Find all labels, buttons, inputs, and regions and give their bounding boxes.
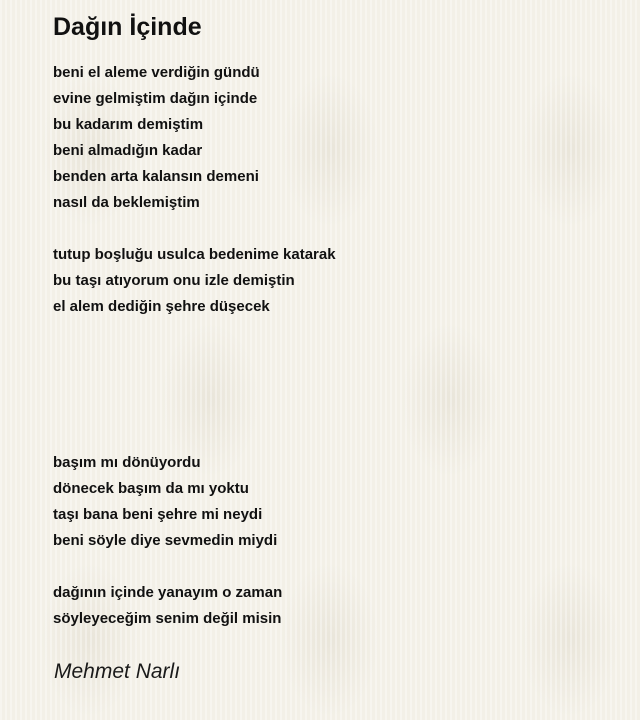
poem-line: bu kadarım demiştim [53, 116, 204, 133]
poem-line: dağının içinde yanayım o zaman [53, 584, 283, 601]
stanza-1 [53, 60, 613, 216]
poem-line: beni almadığın kadar [53, 142, 203, 159]
stanza-gap [53, 216, 613, 242]
poem-line: benden arta kalansın demeni [53, 168, 259, 185]
poem-container [53, 10, 613, 632]
poem-line: beni el aleme verdiğin gündü [53, 64, 260, 81]
stanza-2 [53, 242, 613, 320]
stanza-3 [53, 450, 613, 554]
poem-line: dönecek başım da mı yoktu [53, 480, 249, 497]
poem-line: nasıl da beklemiştim [53, 194, 200, 211]
stanza-gap [53, 554, 613, 580]
poem-title: Dağın İçinde [53, 13, 202, 41]
stanza-gap [53, 320, 613, 450]
poem-line: el alem dediğin şehre düşecek [53, 298, 270, 315]
poem-author: Mehmet Narlı [54, 660, 181, 683]
poem-line: taşı bana beni şehre mi neydi [53, 506, 263, 523]
poem-line: başım mı dönüyordu [53, 454, 201, 471]
poem-body [53, 60, 613, 632]
poem-line: tutup boşluğu usulca bedenime katarak [53, 246, 336, 263]
stanza-4 [53, 580, 613, 632]
poem-line: beni söyle diye sevmedin miydi [53, 532, 278, 549]
poem-line: bu taşı atıyorum onu izle demiştin [53, 272, 295, 289]
poem-line: söyleyeceğim senim değil misin [53, 610, 282, 627]
poem-line: evine gelmiştim dağın içinde [53, 90, 258, 107]
